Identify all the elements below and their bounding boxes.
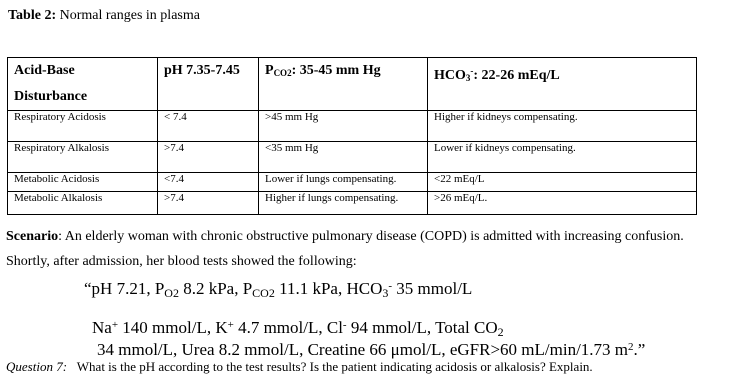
- cell-pco2: <35 mm Hg: [259, 142, 428, 173]
- header-hco3: $HCO_3^-$: 22-26 mEq/L: [428, 58, 697, 111]
- cell-pco2: Lower if lungs compensating.: [259, 173, 428, 192]
- cell-pco2: >45 mm Hg: [259, 111, 428, 142]
- cell-hco3: <22 mEq/L: [428, 173, 697, 192]
- header-pco2: $P_{CO2}$: 35-45 mm Hg: [259, 58, 428, 111]
- cell-disturbance: Metabolic Alkalosis: [8, 192, 158, 215]
- cell-ph: <7.4: [158, 173, 259, 192]
- table-row: [8, 192, 697, 215]
- cell-hco3: >26 mEq/L.: [428, 192, 697, 215]
- table-row: [8, 173, 697, 192]
- scenario-line-1: Scenario: An elderly woman with chronic obstructive pulmonary disease (COPD) is admitted with increasing confusion.: [6, 229, 684, 244]
- cell-ph: < 7.4: [158, 111, 259, 142]
- scenario-label: Scenario: [6, 229, 59, 244]
- header-ph: pH 7.35-7.45: [158, 58, 259, 111]
- cell-disturbance: Respiratory Acidosis: [8, 111, 158, 142]
- question-text: What is the pH according to the test results? Is the patient indicating acidosis or alkalosis? Explain.: [76, 359, 593, 374]
- question-7: [6, 359, 593, 375]
- caption-label: Table 2:: [8, 8, 57, 23]
- question-label: Question 7:: [6, 359, 68, 374]
- lab-results-line-3: 34 mmol/L, Urea 8.2 mmol/L, Creatine 66 μmol/L, eGFR>60 mL/min/1.73 $m^2$.”: [97, 340, 646, 359]
- lab-results-line-2: Na+ 140 mmol/L, K+ 4.7 mmol/L, Cl- 94 mmol/L, Total CO2: [92, 318, 504, 339]
- cell-disturbance: Respiratory Alkalosis: [8, 142, 158, 173]
- cell-disturbance: Metabolic Acidosis: [8, 173, 158, 192]
- cell-ph: >7.4: [158, 142, 259, 173]
- caption-text: Normal ranges in plasma: [56, 8, 200, 23]
- normal-ranges-table: [7, 57, 697, 215]
- cell-hco3: Lower if kidneys compensating.: [428, 142, 697, 173]
- scenario-line-2: Shortly, after admission, her blood tests showed the following:: [6, 254, 357, 269]
- table-row: [8, 142, 697, 173]
- header-disturbance: Acid-Base Disturbance: [8, 58, 158, 111]
- cell-ph: >7.4: [158, 192, 259, 215]
- cell-hco3: Higher if kidneys compensating.: [428, 111, 697, 142]
- table-row: [8, 111, 697, 142]
- table-caption: [8, 8, 200, 24]
- table-header-row: [8, 58, 697, 111]
- cell-pco2: Higher if lungs compensating.: [259, 192, 428, 215]
- lab-results-line-1: “pH 7.21, PO2 8.2 kPa, PCO2 11.1 kPa, HCO3- 35 mmol/L: [84, 279, 473, 300]
